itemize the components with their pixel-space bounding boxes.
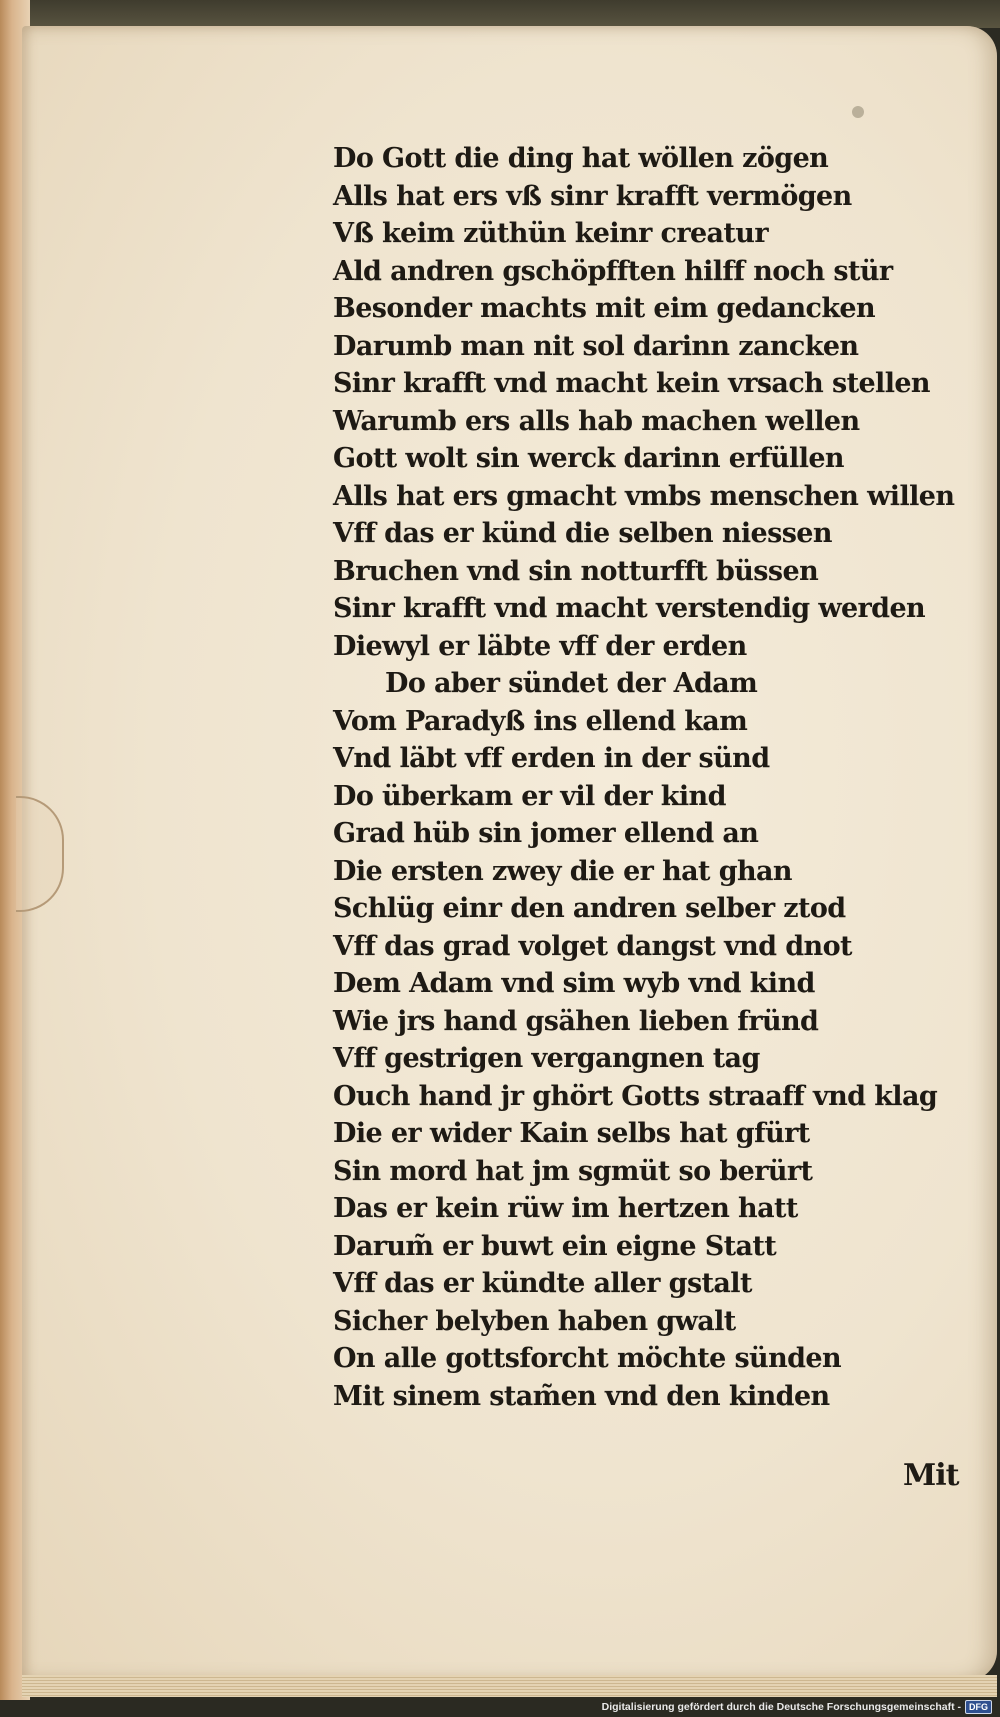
verse-line: Vff das er künd die selben niessen	[333, 518, 832, 549]
verse-line: Sicher belyben haben gwalt	[333, 1305, 736, 1337]
verse-line: Ald andren gschöpfften hilff noch stür	[333, 255, 893, 287]
verse-line: Schlüg einr den andren selber ztod	[333, 893, 846, 924]
credit-text: Digitalisierung gefördert durch die Deutsche Forschungsgemeinschaft -	[601, 1701, 961, 1713]
verse-line: Vff gestrigen vergangnen tag	[333, 1043, 760, 1074]
verse-line: Do überkam er vil der kind	[333, 780, 726, 812]
verse-line: Das er kein rüw im hertzen hatt	[333, 1193, 798, 1224]
verse-line: Dem Adam vnd sim wyb vnd kind	[333, 968, 815, 999]
page-stack-bottom	[22, 1675, 997, 1697]
book-cover-edge	[0, 0, 1000, 28]
verse-line: Die er wider Kain selbs hat gfürt	[333, 1118, 810, 1149]
verse-line: Ouch hand jr ghört Gotts straaff vnd klag	[333, 1080, 938, 1112]
verse-line: Grad hüb sin jomer ellend an	[333, 818, 759, 849]
verse-line: Diewyl er läbte vff der erden	[333, 630, 747, 662]
verse-line: Alls hat ers gmacht vmbs menschen willen	[333, 480, 955, 512]
verse-text-block	[333, 140, 973, 1415]
digitization-credit	[602, 1698, 992, 1716]
verse-line: Sin mord hat jm sgmüt so berürt	[333, 1155, 813, 1187]
verse-line: Vff das grad volget dangst vnd dnot	[333, 930, 852, 962]
verse-line: Vff das er kündte aller gstalt	[333, 1268, 752, 1299]
dfg-logo: DFG	[965, 1700, 992, 1714]
verse-line: Do aber sündet der Adam	[385, 668, 758, 699]
verse-line: Mit sinem stam̃en vnd den kinden	[333, 1380, 830, 1412]
verse-line: Warumb ers alls hab machen wellen	[333, 405, 860, 437]
verse-line: Gott wolt sin werck darinn erfüllen	[333, 443, 844, 474]
verse-line: Wie jrs hand gsähen lieben fründ	[333, 1005, 819, 1037]
verse-line: Do Gott die ding hat wöllen zögen	[333, 143, 829, 174]
verse-line: Sinr krafft vnd macht verstendig werden	[333, 593, 926, 624]
verse-line: Vß keim züthün keinr creatur	[333, 218, 768, 249]
verse-line: Vom Paradyß ins ellend kam	[333, 705, 748, 737]
verse-line: Bruchen vnd sin notturfft büssen	[333, 555, 819, 587]
verse-line: Besonder machts mit eim gedancken	[333, 293, 876, 324]
catchword: Mit	[903, 1458, 959, 1493]
page-clasp-mark	[16, 796, 64, 912]
verse-line: On alle gottsforcht möchte sünden	[333, 1343, 842, 1374]
verse-line: Alls hat ers vß sinr krafft vermögen	[333, 180, 852, 212]
page-stain	[852, 106, 864, 118]
verse-line: Darum̃ er buwt ein eigne Statt	[333, 1230, 777, 1262]
verse-line: Vnd läbt vff erden in der sünd	[333, 743, 770, 774]
verse-line: Darumb man nit sol darinn zancken	[333, 330, 859, 362]
verse-line: Sinr krafft vnd macht kein vrsach stellen	[333, 368, 930, 399]
verse-line: Die ersten zwey die er hat ghan	[333, 855, 792, 887]
